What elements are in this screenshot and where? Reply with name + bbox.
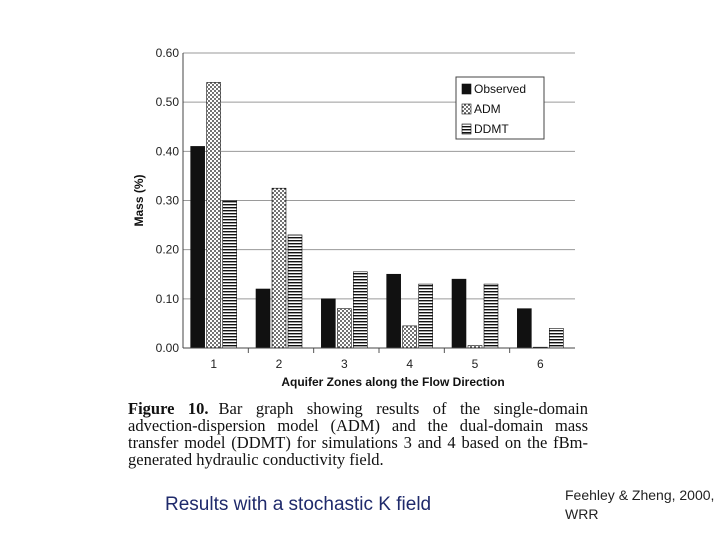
y-tick-label: 0.30: [155, 193, 179, 208]
x-tick-label: 2: [275, 357, 283, 371]
citation-credit: Feehley & Zheng, 2000, WRR: [565, 487, 715, 522]
bar-observed-zone-4: [387, 274, 401, 348]
bar-ddmt-zone-2: [288, 235, 302, 348]
legend-swatch-observed: [462, 84, 471, 94]
bar-observed-zone-5: [452, 279, 466, 348]
legend-label: DDMT: [474, 122, 509, 136]
x-axis-title: Aquifer Zones along the Flow Direction: [281, 375, 505, 389]
legend: [456, 77, 544, 139]
figure-label: Figure 10.: [128, 399, 209, 418]
bar-adm-zone-1: [207, 83, 221, 349]
y-tick-label: 0.50: [155, 95, 179, 110]
y-tick-label: 0.20: [155, 242, 179, 257]
bar-ddmt-zone-6: [549, 328, 563, 348]
x-tick-label: 1: [210, 357, 218, 371]
y-tick-label: 0.60: [155, 46, 179, 60]
legend-label: ADM: [474, 102, 501, 116]
bar-adm-zone-3: [337, 309, 351, 348]
figure-caption: [128, 400, 588, 468]
bar-ddmt-zone-5: [484, 284, 498, 348]
y-tick-label: 0.00: [155, 341, 179, 355]
y-tick-label: 0.40: [155, 144, 179, 159]
bar-observed-zone-2: [256, 289, 270, 348]
x-tick-label: 6: [536, 357, 544, 371]
bar-ddmt-zone-4: [419, 284, 433, 348]
bar-ddmt-zone-3: [353, 272, 367, 348]
bar-adm-zone-2: [272, 188, 286, 348]
legend-swatch-adm: [462, 104, 471, 114]
slide-subtitle: Results with a stochastic K field: [165, 494, 432, 515]
bar-observed-zone-1: [191, 146, 205, 348]
x-tick-label: 3: [340, 357, 348, 371]
bar-adm-zone-4: [403, 326, 417, 348]
y-axis-title: Mass (%): [132, 174, 146, 227]
bar-observed-zone-6: [517, 309, 531, 348]
x-tick-label: 5: [471, 357, 479, 371]
bar-observed-zone-3: [321, 299, 335, 348]
bar-ddmt-zone-1: [223, 201, 237, 349]
y-tick-label: 0.10: [155, 291, 179, 306]
x-tick-label: 4: [406, 357, 414, 371]
legend-swatch-ddmt: [462, 124, 471, 134]
legend-label: Observed: [474, 82, 527, 96]
caption-text: Bar graph showing results of the single-domain advection-dispersion model (ADM) and the dual-domain mass transfer model (DDMT) for simulations 3 and 4 based on the fBm-generated hydraulic conductivity field.: [128, 399, 588, 469]
